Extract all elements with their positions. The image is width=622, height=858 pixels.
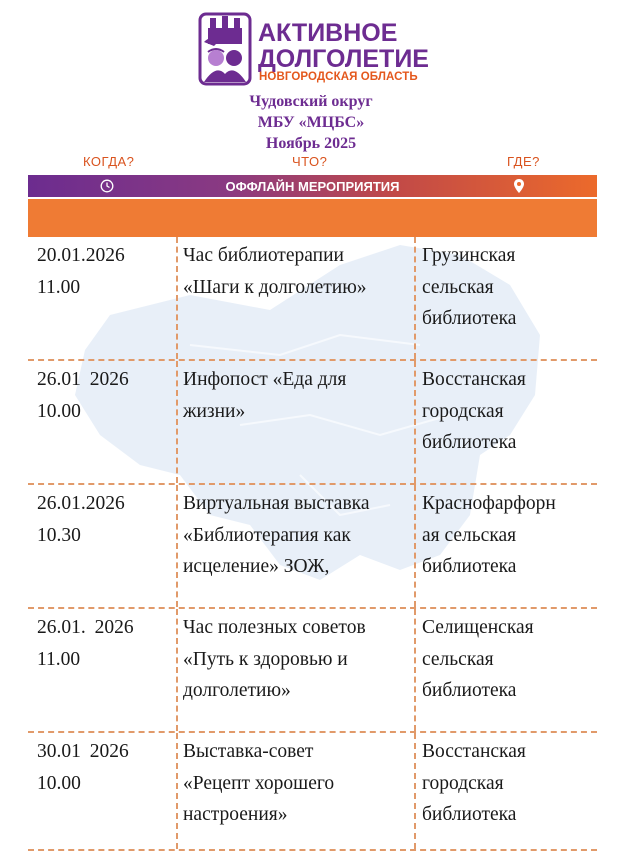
event-place-line: библиотека [422,680,517,701]
event-title-line: Выставка-совет [183,741,314,762]
event-title-line: «Путь к здоровью и [183,648,348,670]
event-title-line: Инфопост «Еда для [183,369,347,390]
event-title-line: «Библиотерапия как [183,524,351,546]
district-heading: Чудовский округ [249,93,373,110]
event-title-line: жизни» [183,400,246,422]
event-datetime [28,237,176,359]
event-date: 30.01 2026 [37,741,129,762]
event-datetime [28,361,176,483]
event-title [176,361,416,483]
event-title-line: Час полезных советов [183,617,366,638]
logo-subtitle: НОВГОРОДСКАЯ ОБЛАСТЬ [259,71,418,83]
event-title-line: долголетию» [183,680,291,701]
event-title [176,733,416,849]
orange-header-bar [28,199,597,237]
event-place [416,361,597,483]
table-row [28,361,597,485]
event-place-line: Восстанская [422,369,526,390]
event-place-line: сельская [422,648,494,670]
event-place-line: Краснофарфорн [422,493,556,514]
event-place [416,237,597,359]
event-place [416,609,597,731]
column-label-when: КОГДА? [83,154,135,169]
column-label-what: ЧТО? [292,154,328,169]
event-datetime [28,485,176,607]
logo [196,12,436,88]
event-place [416,485,597,607]
table-row [28,733,597,851]
event-title-line: «Шаги к долголетию» [183,276,367,298]
logo-title-line2: ДОЛГОЛЕТИЕ [258,45,429,73]
table-row [28,609,597,733]
logo-title-line1: АКТИВНОЕ [258,19,398,47]
event-date: 26.01 2026 [37,369,129,390]
event-time: 11.00 [37,648,81,670]
table-row [28,485,597,609]
event-time: 10.00 [37,400,81,422]
event-place-line: сельская [422,276,494,298]
event-place-line: библиотека [422,308,517,329]
event-datetime [28,609,176,731]
column-label-where: ГДЕ? [507,154,540,169]
event-place-line: библиотека [422,556,517,577]
event-date: 20.01.2026 [37,245,125,266]
event-time: 10.00 [37,772,81,794]
event-title [176,485,416,607]
event-place-line: Восстанская [422,741,526,762]
event-title-line: «Рецепт хорошего [183,772,335,794]
event-place-line: городская [422,772,504,794]
event-title-line: Виртуальная выставка [183,493,370,514]
event-title-line: настроения» [183,804,288,825]
event-title-line: исцеление» ЗОЖ, [183,556,330,577]
event-place-line: ая сельская [422,524,517,546]
event-date: 26.01.2026 [37,493,125,514]
event-time: 11.00 [37,276,81,298]
event-place-line: библиотека [422,804,517,825]
event-place-line: городская [422,400,504,422]
event-place-line: Грузинская [422,245,516,266]
event-place-line: библиотека [422,432,517,453]
events-table [28,237,597,851]
event-date: 26.01. 2026 [37,617,134,638]
active-longevity-emblem-icon [196,12,254,86]
event-title [176,609,416,731]
month-heading: Ноябрь 2025 [265,135,357,152]
event-datetime [28,733,176,849]
event-time: 10.30 [37,524,81,546]
map-pin-icon [513,178,525,194]
table-row [28,237,597,361]
event-title [176,237,416,359]
organization-heading: МБУ «МЦБС» [257,114,365,131]
event-place [416,733,597,849]
event-title-line: Час библиотерапии [183,245,344,266]
section-band [28,175,597,197]
section-title: ОФФЛАЙН МЕРОПРИЯТИЯ [225,179,400,194]
event-place-line: Селищенская [422,617,534,638]
